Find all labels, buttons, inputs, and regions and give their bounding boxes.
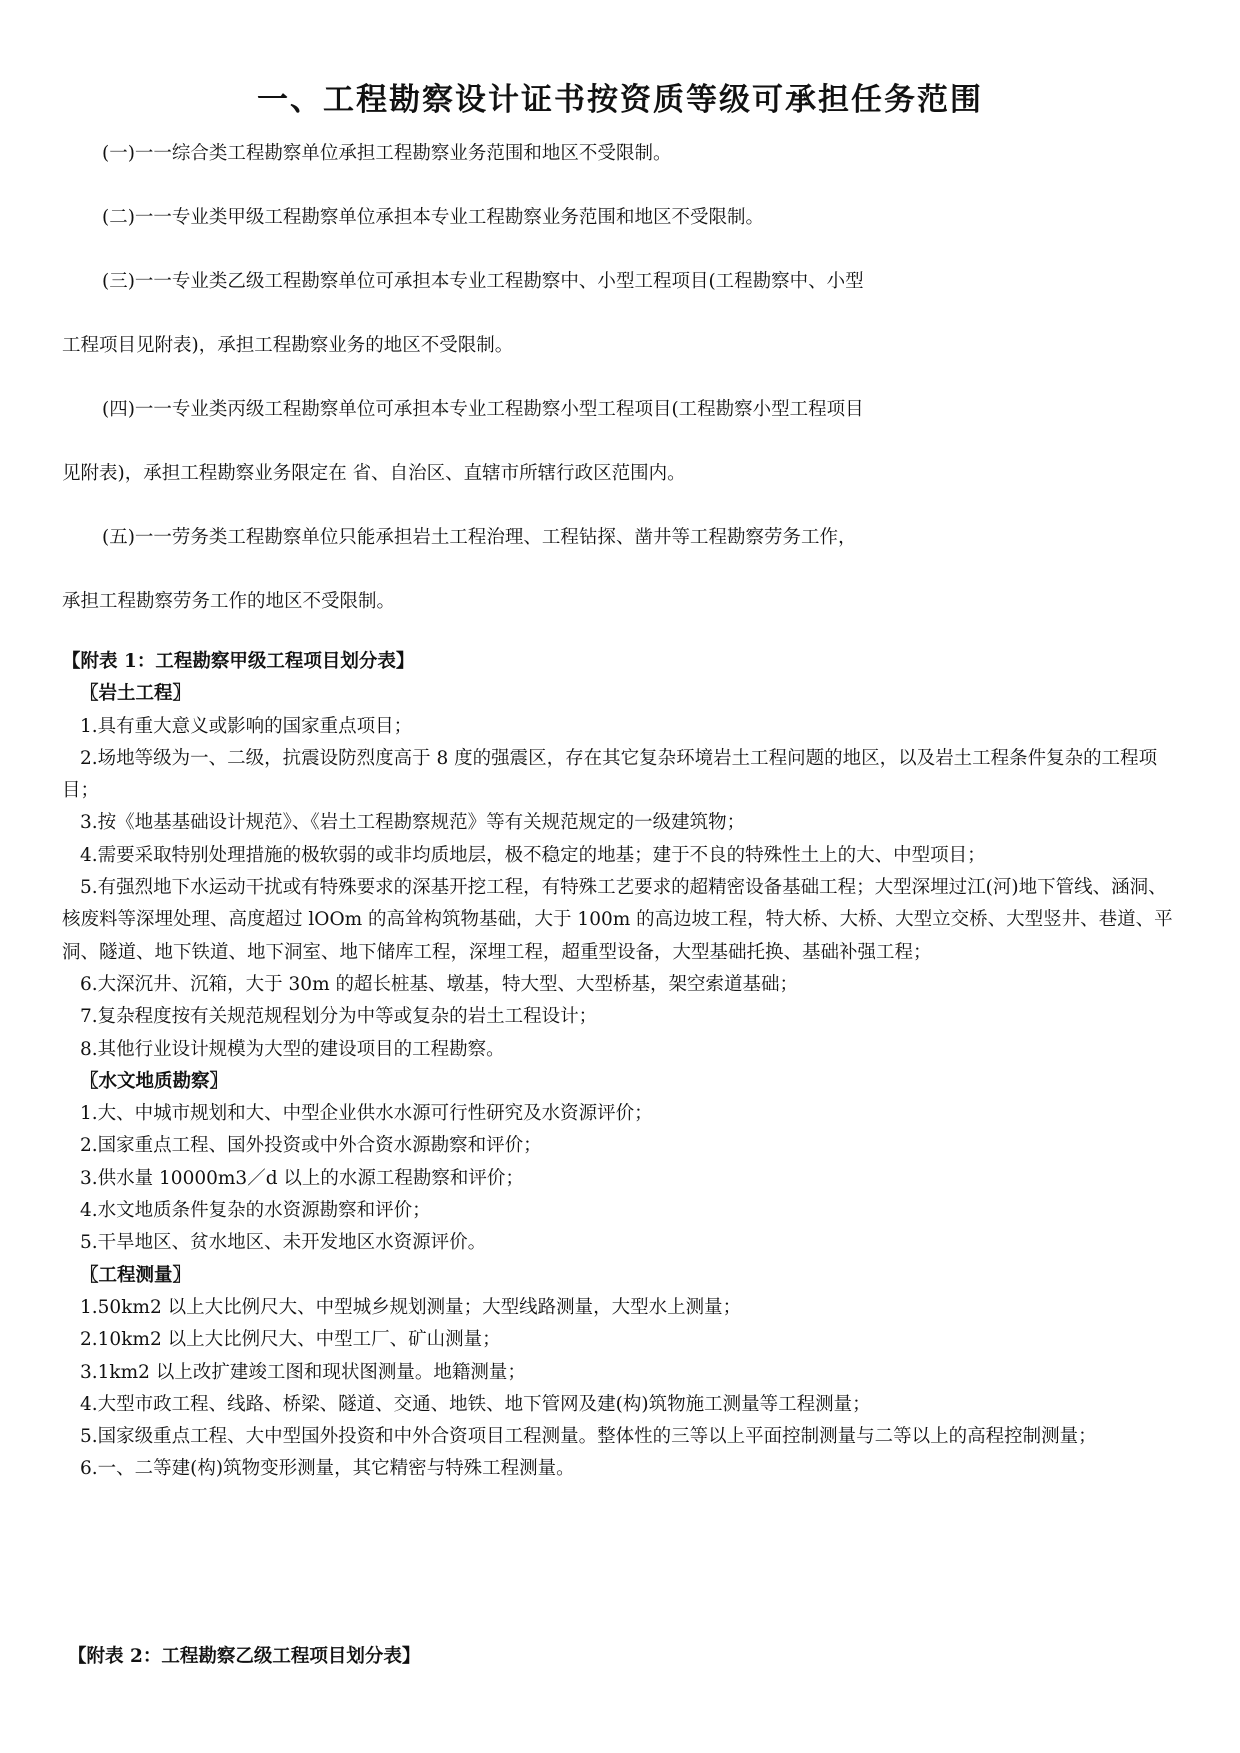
group-title-geotechnical: 〖岩土工程〗 (80, 683, 192, 705)
list-item: 1.大、中城市规划和大、中型企业供水水源可行性研究及水资源评价； (80, 1103, 653, 1125)
group-title-surveying: 〖工程测量〗 (80, 1264, 192, 1286)
scope-item-5: (五)一一劳务类工程勘察单位只能承担岩土工程治理、工程钻探、凿井等工程勘察劳务工作， (102, 527, 857, 548)
scope-item-5-cont: 承担工程勘察劳务工作的地区不受限制。 (62, 591, 396, 612)
scope-item-1: (一)一一综合类工程勘察单位承担工程勘察业务范围和地区不受限制。 (102, 143, 672, 164)
list-item: 2.10km2 以上大比例尺大、中型工厂、矿山测量； (80, 1329, 501, 1351)
list-item: 6.大深沉井、沉箱，大于 30m 的超长桩基、墩基，特大型、大型桥基，架空索道基础； (80, 973, 798, 995)
scope-item-3: (三)一一专业类乙级工程勘察单位可承担本专业工程勘察中、小型工程项目(工程勘察中、小型 (102, 271, 864, 292)
page-title: 一、工程勘察设计证书按资质等级可承担任务范围 (257, 82, 983, 118)
list-item: 4.水文地质条件复杂的水资源勘察和评价； (80, 1200, 431, 1222)
scope-section (62, 122, 1172, 634)
group-title-hydrogeology: 〖水文地质勘察〗 (80, 1070, 229, 1092)
annex-1-heading: 【附表 1：工程勘察甲级工程项目划分表】 (62, 651, 415, 672)
scope-item-2: (二)一一专业类甲级工程勘察单位承担本专业工程勘察业务范围和地区不受限制。 (102, 207, 764, 228)
annex-1 (62, 646, 1182, 1486)
list-item: 5.干旱地区、贫水地区、未开发地区水资源评价。 (80, 1232, 487, 1254)
list-item: 1.具有重大意义或影响的国家重点项目； (80, 715, 413, 737)
list-item: 5.有强烈地下水运动干扰或有特殊要求的深基开挖工程，有特殊工艺要求的超精密设备基础工程；大型深埋过江(河)地下管线、涵洞、核废料等深埋处理、高度超过 lOOm 的高耸构筑物基础，大于 100m 的高边坡工程，特大桥、大桥、大型立交桥、大型竖井、巷道、平洞、隧道、地下铁道、地下洞室、地下储库工程，深埋工程，超重型设备，大型基础托换、基础补强工程； (62, 877, 1173, 963)
scope-item-3-cont: 工程项目见附表)，承担工程勘察业务的地区不受限制。 (62, 335, 514, 356)
list-item: 2.场地等级为一、二级，抗震设防烈度高于 8 度的强震区，存在其它复杂环境岩土工程问题的地区，以及岩土工程条件复杂的工程项目； (62, 747, 1158, 802)
list-item: 5.国家级重点工程、大中型国外投资和中外合资项目工程测量。整体性的三等以上平面控制测量与二等以上的高程控制测量； (80, 1426, 1097, 1448)
list-item: 7.复杂程度按有关规范规程划分为中等或复杂的岩土工程设计； (80, 1006, 598, 1028)
list-item: 6.一、二等建(构)筑物变形测量，其它精密与特殊工程测量。 (80, 1458, 575, 1480)
list-item: 4.需要采取特别处理措施的极软弱的或非均质地层，极不稳定的地基；建于不良的特殊性土上的大、中型项目； (80, 844, 986, 866)
scope-item-4: (四)一一专业类丙级工程勘察单位可承担本专业工程勘察小型工程项目(工程勘察小型工程项目 (102, 399, 864, 420)
scope-item-4-cont: 见附表)，承担工程勘察业务限定在 省、自治区、直辖市所辖行政区范围内。 (62, 463, 686, 484)
list-item: 8.其他行业设计规模为大型的建设项目的工程勘察。 (80, 1038, 505, 1060)
list-item: 2.国家重点工程、国外投资或中外合资水源勘察和评价； (80, 1135, 542, 1157)
list-item: 1.50km2 以上大比例尺大、中型城乡规划测量；大型线路测量，大型水上测量； (80, 1296, 742, 1318)
list-item: 3.供水量 10000m3／d 以上的水源工程勘察和评价； (80, 1167, 524, 1189)
list-item: 3.1km2 以上改扩建竣工图和现状图测量。地籍测量； (80, 1361, 526, 1383)
list-item: 4.大型市政工程、线路、桥梁、隧道、交通、地铁、地下管网及建(构)筑物施工测量等工程测量； (80, 1393, 871, 1415)
annex-2-heading: 【附表 2：工程勘察乙级工程项目划分表】 (68, 1646, 421, 1667)
list-item: 3.按《地基基础设计规范》、《岩土工程勘察规范》等有关规范规定的一级建筑物； (80, 812, 746, 834)
